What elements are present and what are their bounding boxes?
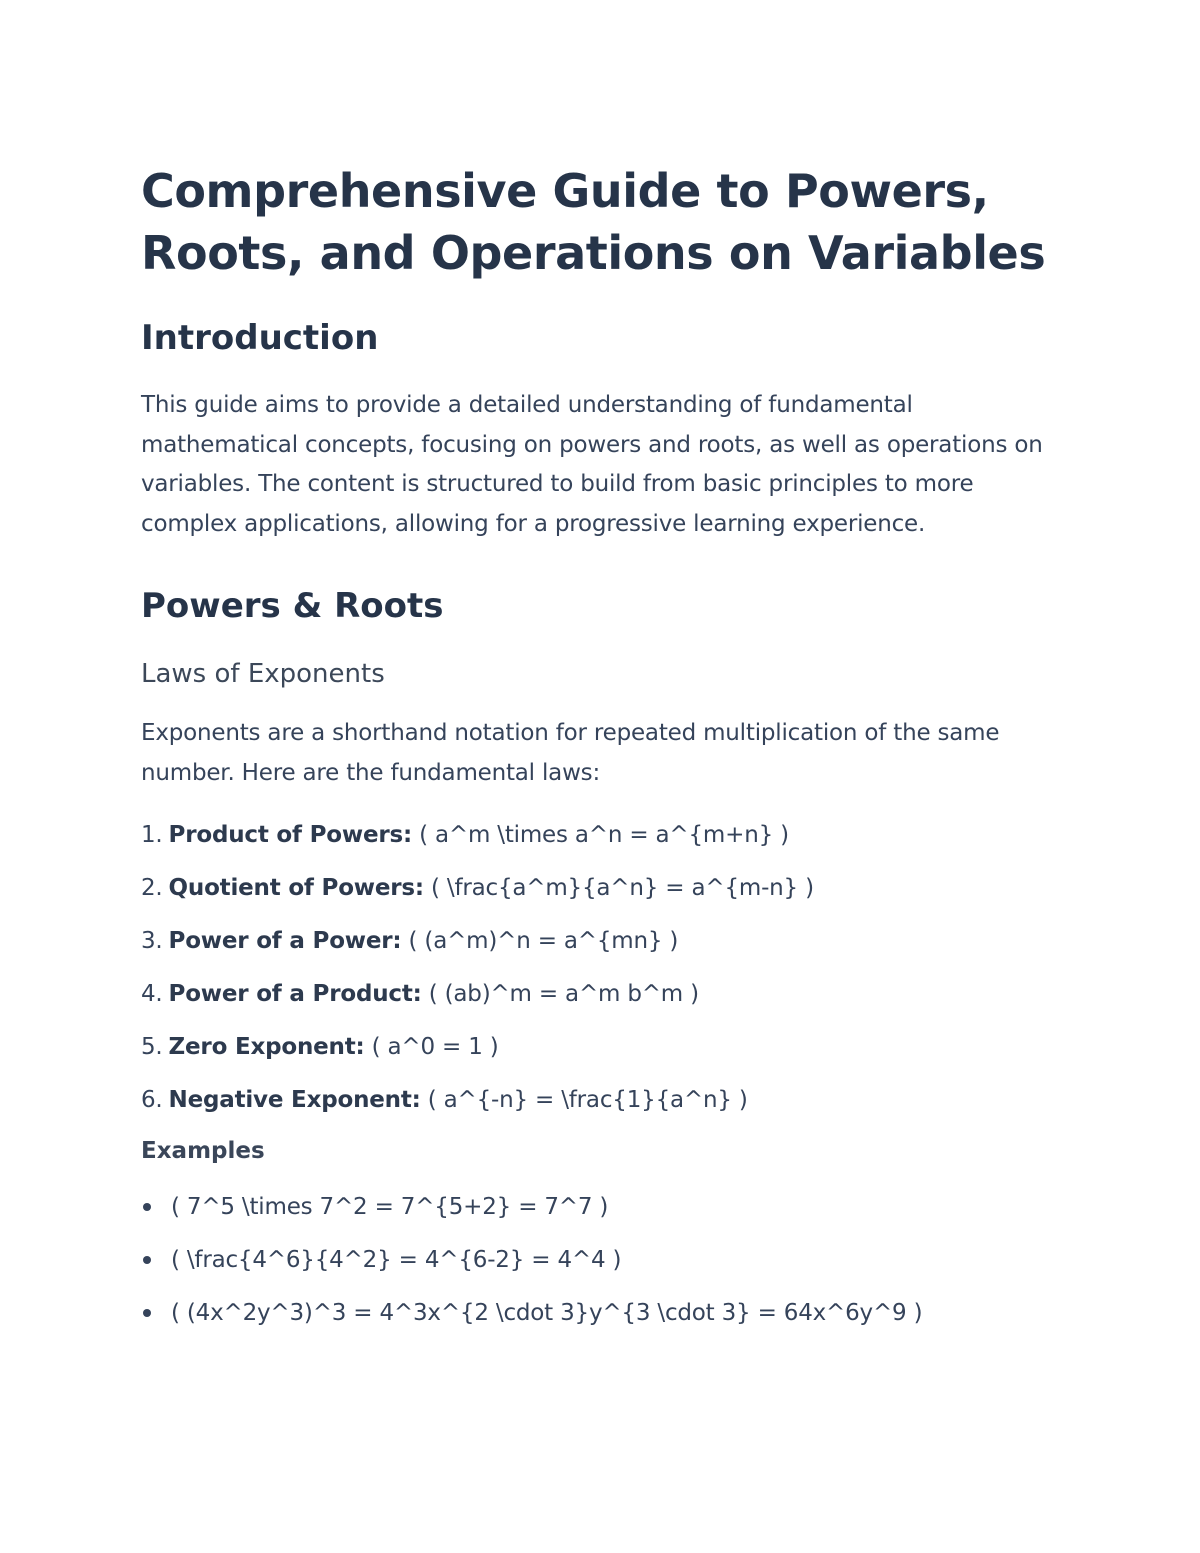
- law-name: Negative Exponent:: [168, 1087, 421, 1113]
- law-name: Quotient of Powers:: [168, 875, 424, 901]
- law-number: 6.: [141, 1087, 163, 1113]
- law-formula: ( a^{-n} = \frac{1}{a^n} ): [427, 1087, 748, 1113]
- law-number: 5.: [141, 1034, 163, 1060]
- powers-roots-heading: Powers & Roots: [141, 586, 444, 626]
- law-formula: ( \frac{a^m}{a^n} = a^{m-n} ): [431, 875, 814, 901]
- examples-list: [141, 1181, 1071, 1340]
- law-item: [141, 862, 1071, 915]
- page-title: Comprehensive Guide to Powers, Roots, and Operations on Variables: [141, 164, 1046, 280]
- examples-heading: Examples: [141, 1138, 265, 1164]
- example-formula: ( 7^5 \times 7^2 = 7^{5+2} = 7^7 ): [171, 1194, 609, 1220]
- introduction-paragraph: This guide aims to provide a detailed understanding of fundamental mathematical concepts, focusing on powers and roots, as well as operations on variables. The content is structured to build from basic principles to more complex applications, allowing for a progressive learning experience.: [141, 392, 1043, 537]
- law-name: Power of a Product:: [168, 981, 422, 1007]
- example-formula: ( (4x^2y^3)^3 = 4^3x^{2 \cdot 3}y^{3 \cdot 3} = 64x^6y^9 ): [171, 1300, 923, 1326]
- law-item: [141, 915, 1071, 968]
- bullet-icon: [143, 1203, 151, 1211]
- laws-of-exponents-heading: Laws of Exponents: [141, 659, 385, 689]
- law-formula: ( a^m \times a^n = a^{m+n} ): [419, 822, 789, 848]
- law-item: [141, 1021, 1071, 1074]
- laws-paragraph: Exponents are a shorthand notation for repeated multiplication of the same number. Here are the fundamental laws:: [141, 720, 1000, 786]
- law-number: 2.: [141, 875, 163, 901]
- law-formula: ( (a^m)^n = a^{mn} ): [408, 928, 679, 954]
- law-name: Power of a Power:: [168, 928, 402, 954]
- law-number: 4.: [141, 981, 163, 1007]
- document-page: [141, 160, 1071, 1340]
- bullet-icon: [143, 1256, 151, 1264]
- example-item: [141, 1287, 1071, 1340]
- law-name: Zero Exponent:: [168, 1034, 365, 1060]
- law-formula: ( a^0 = 1 ): [371, 1034, 499, 1060]
- example-item: [141, 1234, 1071, 1287]
- introduction-heading: Introduction: [141, 318, 379, 358]
- example-formula: ( \frac{4^6}{4^2} = 4^{6-2} = 4^4 ): [171, 1247, 622, 1273]
- laws-list: [141, 809, 1071, 1127]
- law-name: Product of Powers:: [168, 822, 412, 848]
- law-item: [141, 968, 1071, 1021]
- law-item: [141, 1074, 1071, 1127]
- law-number: 1.: [141, 822, 163, 848]
- law-number: 3.: [141, 928, 163, 954]
- law-formula: ( (ab)^m = a^m b^m ): [428, 981, 699, 1007]
- law-item: [141, 809, 1071, 862]
- bullet-icon: [143, 1309, 151, 1317]
- example-item: [141, 1181, 1071, 1234]
